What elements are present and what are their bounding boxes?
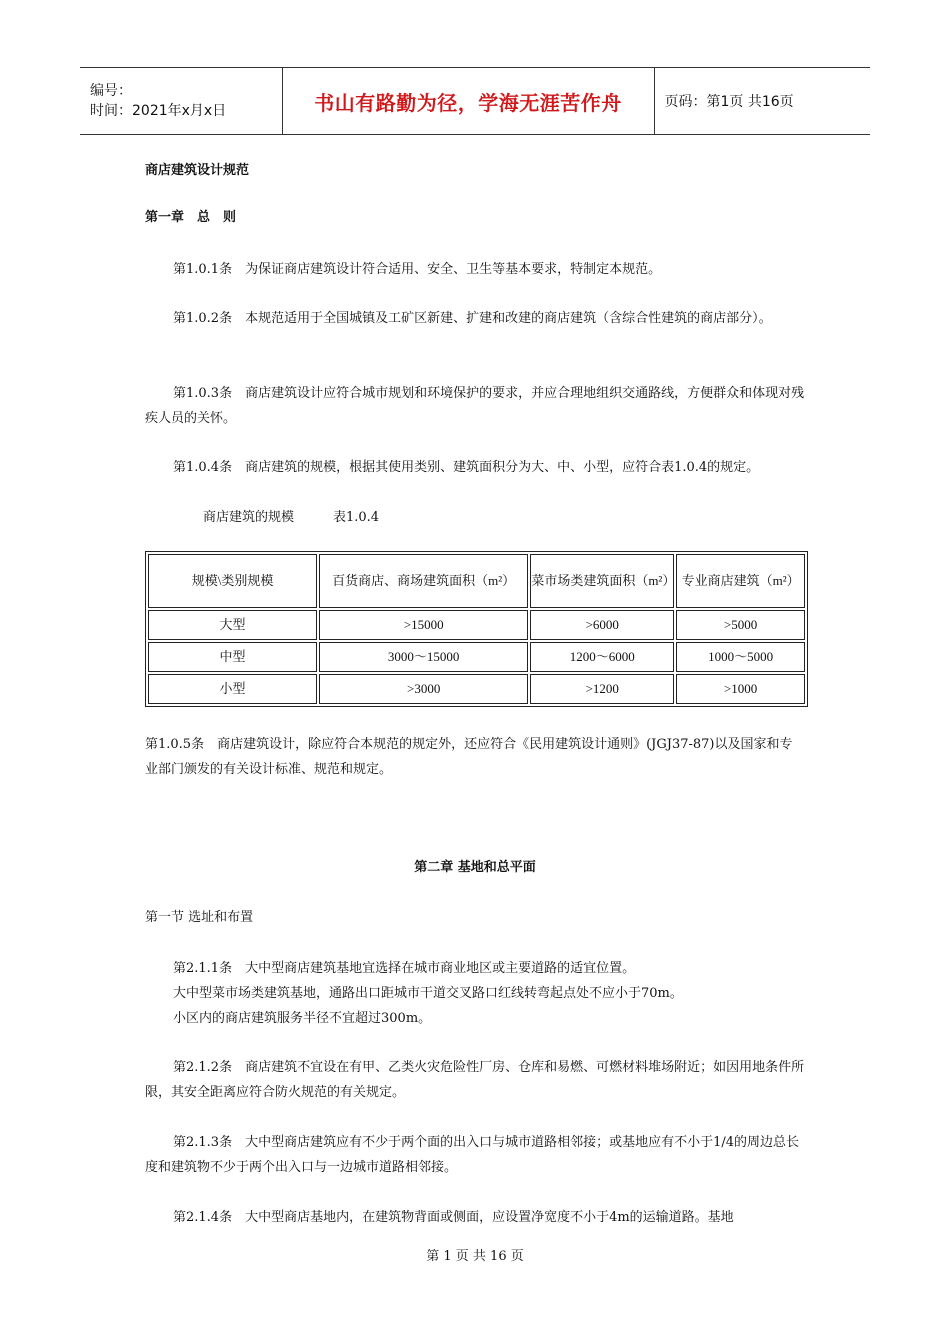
page-info: 页码：第1页 共16页	[654, 68, 870, 135]
number-label: 编号：	[90, 83, 132, 99]
table-cell: 1000～5000	[676, 642, 805, 672]
table-cell: 中型	[148, 642, 317, 672]
table-header: 专业商店建筑（m²）	[676, 554, 805, 608]
article-1-0-1: 第1.0.1条 为保证商店建筑设计符合适用、安全、卫生等基本要求，特制定本规范。	[173, 262, 662, 277]
table-cell: >3000	[319, 674, 528, 704]
article-2-1-1: 第2.1.1条 大中型商店建筑基地宜选择在城市商业地区或主要道路的适宜位置。	[173, 961, 636, 976]
table-cell: 3000～15000	[319, 642, 528, 672]
article-2-1-1-line2: 大中型菜市场类建筑基地，通路出口距城市干道交叉路口红线转弯起点处不应小于70m。	[173, 986, 683, 1001]
table-cell: >15000	[319, 610, 528, 640]
doc-title: 商店建筑设计规范	[145, 163, 250, 178]
section-1-title: 第一节 选址和布置	[145, 910, 254, 925]
article-2-1-4: 第2.1.4条 大中型商店基地内，在建筑物背面或侧面，应设置净宽度不小于4m的运输道路。基地	[173, 1210, 734, 1225]
table-header: 百货商店、商场建筑面积（m²）	[319, 554, 528, 608]
table-row	[148, 610, 805, 640]
header-left-cell	[80, 68, 282, 135]
table-cell: >1000	[676, 674, 805, 704]
table-cell: 1200～6000	[530, 642, 674, 672]
article-1-0-4: 第1.0.4条 商店建筑的规模，根据其使用类别、建筑面积分为大、中、小型，应符合表1.0.4的规定。	[173, 460, 760, 475]
scale-table	[145, 551, 808, 707]
table-cell: >6000	[530, 610, 674, 640]
table-cell: >5000	[676, 610, 805, 640]
table-row	[148, 674, 805, 704]
page-footer: 第 1 页 共 16 页	[426, 1249, 524, 1264]
motto: 书山有路勤为径，学海无涯苦作舟	[282, 68, 654, 135]
table-row	[148, 642, 805, 672]
header-table	[80, 67, 870, 135]
table-cell: 大型	[148, 610, 317, 640]
table-header: 规模\类别规模	[148, 554, 317, 608]
article-1-0-5: 第1.0.5条 商店建筑设计，除应符合本规范的规定外，还应符合《民用建筑设计通则》(JGJ37-87)以及国家和专业部门颁发的有关设计标准、规范和规定。	[145, 737, 793, 777]
time-label: 时间：2021年x月x日	[90, 103, 227, 119]
article-2-1-1-line3: 小区内的商店建筑服务半径不宜超过300m。	[173, 1011, 432, 1026]
article-2-1-2: 第2.1.2条 商店建筑不宜设在有甲、乙类火灾危险性厂房、仓库和易燃、可燃材料堆场附近；如因用地条件所限，其安全距离应符合防火规范的有关规定。	[145, 1060, 805, 1100]
chapter-1-title: 第一章 总 则	[145, 210, 237, 225]
table-header: 菜市场类建筑面积（m²）	[530, 554, 674, 608]
article-1-0-2: 第1.0.2条 本规范适用于全国城镇及工矿区新建、扩建和改建的商店建筑（含综合性建筑的商店部分）。	[173, 311, 772, 326]
table-cell: >1200	[530, 674, 674, 704]
chapter-2-title: 第二章 基地和总平面	[414, 860, 536, 875]
article-1-0-3: 第1.0.3条 商店建筑设计应符合城市规划和环境保护的要求，并应合理地组织交通路线，方便群众和体现对残疾人员的关怀。	[145, 386, 805, 426]
table-caption: 商店建筑的规模 表1.0.4	[203, 510, 380, 525]
table-cell: 小型	[148, 674, 317, 704]
article-2-1-3: 第2.1.3条 大中型商店建筑应有不少于两个面的出入口与城市道路相邻接；或基地应有不小于1/4的周边总长度和建筑物不少于两个出入口与一边城市道路相邻接。	[145, 1135, 800, 1175]
